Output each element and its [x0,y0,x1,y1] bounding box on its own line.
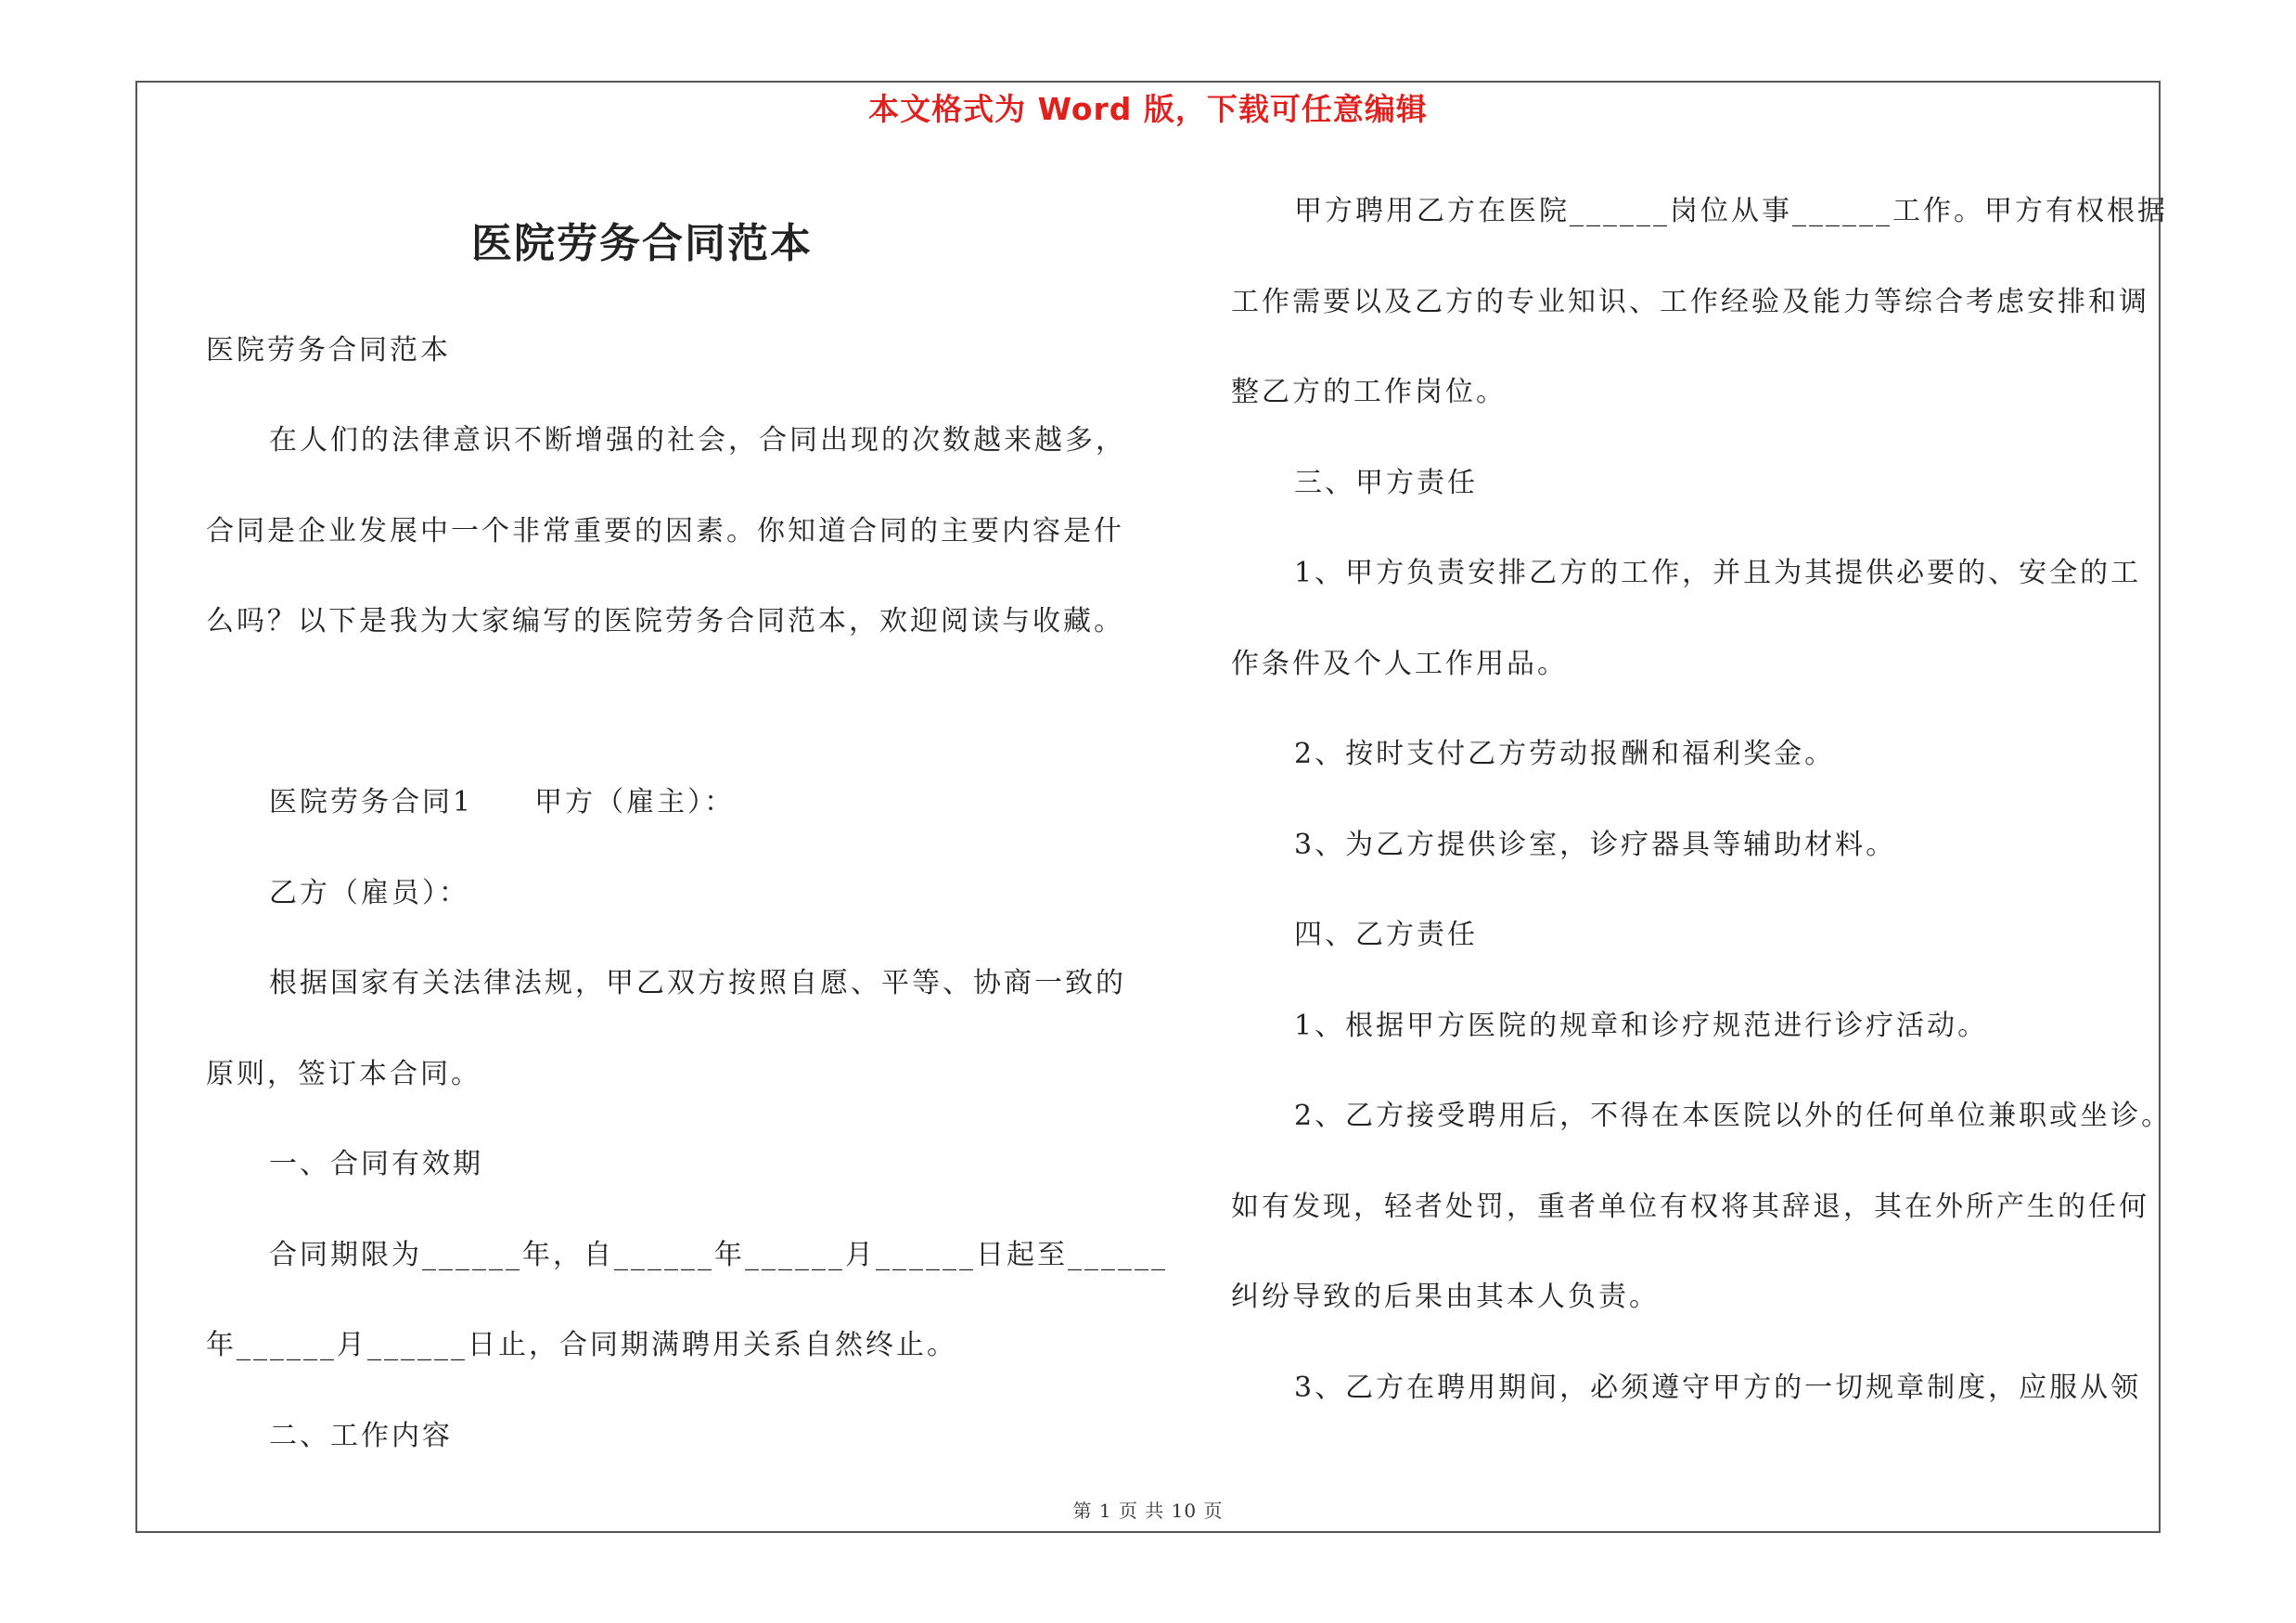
paragraph-line: 纠纷导致的后果由其本人负责。 [1231,1281,1660,1313]
paragraph-line: 医院劳务合同1 甲方（雇主）： [269,786,736,818]
paragraph-line: 甲方聘用乙方在医院______岗位从事______工作。甲方有权根据 [1294,195,2168,227]
word-format-banner: 本文格式为 Word 版，下载可任意编辑 [868,91,1428,127]
section-heading: 一、合同有效期 [269,1148,483,1180]
paragraph-line: 年______月______日止，合同期满聘用关系自然终止。 [206,1329,957,1361]
paragraph-line: 3、乙方在聘用期间，必须遵守甲方的一切规章制度，应服从领 [1294,1372,2142,1404]
paragraph-line: 作条件及个人工作用品。 [1231,648,1568,680]
paragraph-line: 如有发现，轻者处罚，重者单位有权将其辞退，其在外所产生的任何 [1231,1191,2149,1223]
section-heading: 二、工作内容 [269,1420,453,1452]
paragraph-line: 3、为乙方提供诊室，诊疗器具等辅助材料。 [1294,829,1897,861]
paragraph-line: 乙方（雇员）： [269,877,469,909]
paragraph-line: 么吗？以下是我为大家编写的医院劳务合同范本，欢迎阅读与收藏。 [206,605,1124,638]
section-heading: 四、乙方责任 [1294,919,1478,951]
paragraph-line: 工作需要以及乙方的专业知识、工作经验及能力等综合考虑安排和调 [1231,286,2149,318]
document-title: 医院劳务合同范本 [471,220,813,267]
paragraph-line: 1、甲方负责安排乙方的工作，并且为其提供必要的、安全的工 [1294,557,2142,589]
paragraph-line: 在人们的法律意识不断增强的社会，合同出现的次数越来越多， [269,424,1126,457]
paragraph-line: 整乙方的工作岗位。 [1231,376,1507,408]
paragraph-line: 医院劳务合同范本 [206,334,451,367]
paragraph-line: 1、根据甲方医院的规章和诊疗规范进行诊疗活动。 [1294,1010,1989,1042]
paragraph-line: 原则，签订本合同。 [206,1058,481,1090]
section-heading: 三、甲方责任 [1294,467,1478,499]
paragraph-line: 2、按时支付乙方劳动报酬和福利奖金。 [1294,738,1836,770]
paragraph-line: 2、乙方接受聘用后，不得在本医院以外的任何单位兼职或坐诊。 [1294,1100,2173,1132]
paragraph-line: 合同是企业发展中一个非常重要的因素。你知道合同的主要内容是什 [206,515,1124,547]
paragraph-line: 合同期限为______年，自______年______月______日起至______ [269,1239,1168,1271]
paragraph-line: 根据国家有关法律法规，甲乙双方按照自愿、平等、协商一致的 [269,967,1126,999]
page-footer: 第 1 页 共 10 页 [1072,1500,1224,1522]
